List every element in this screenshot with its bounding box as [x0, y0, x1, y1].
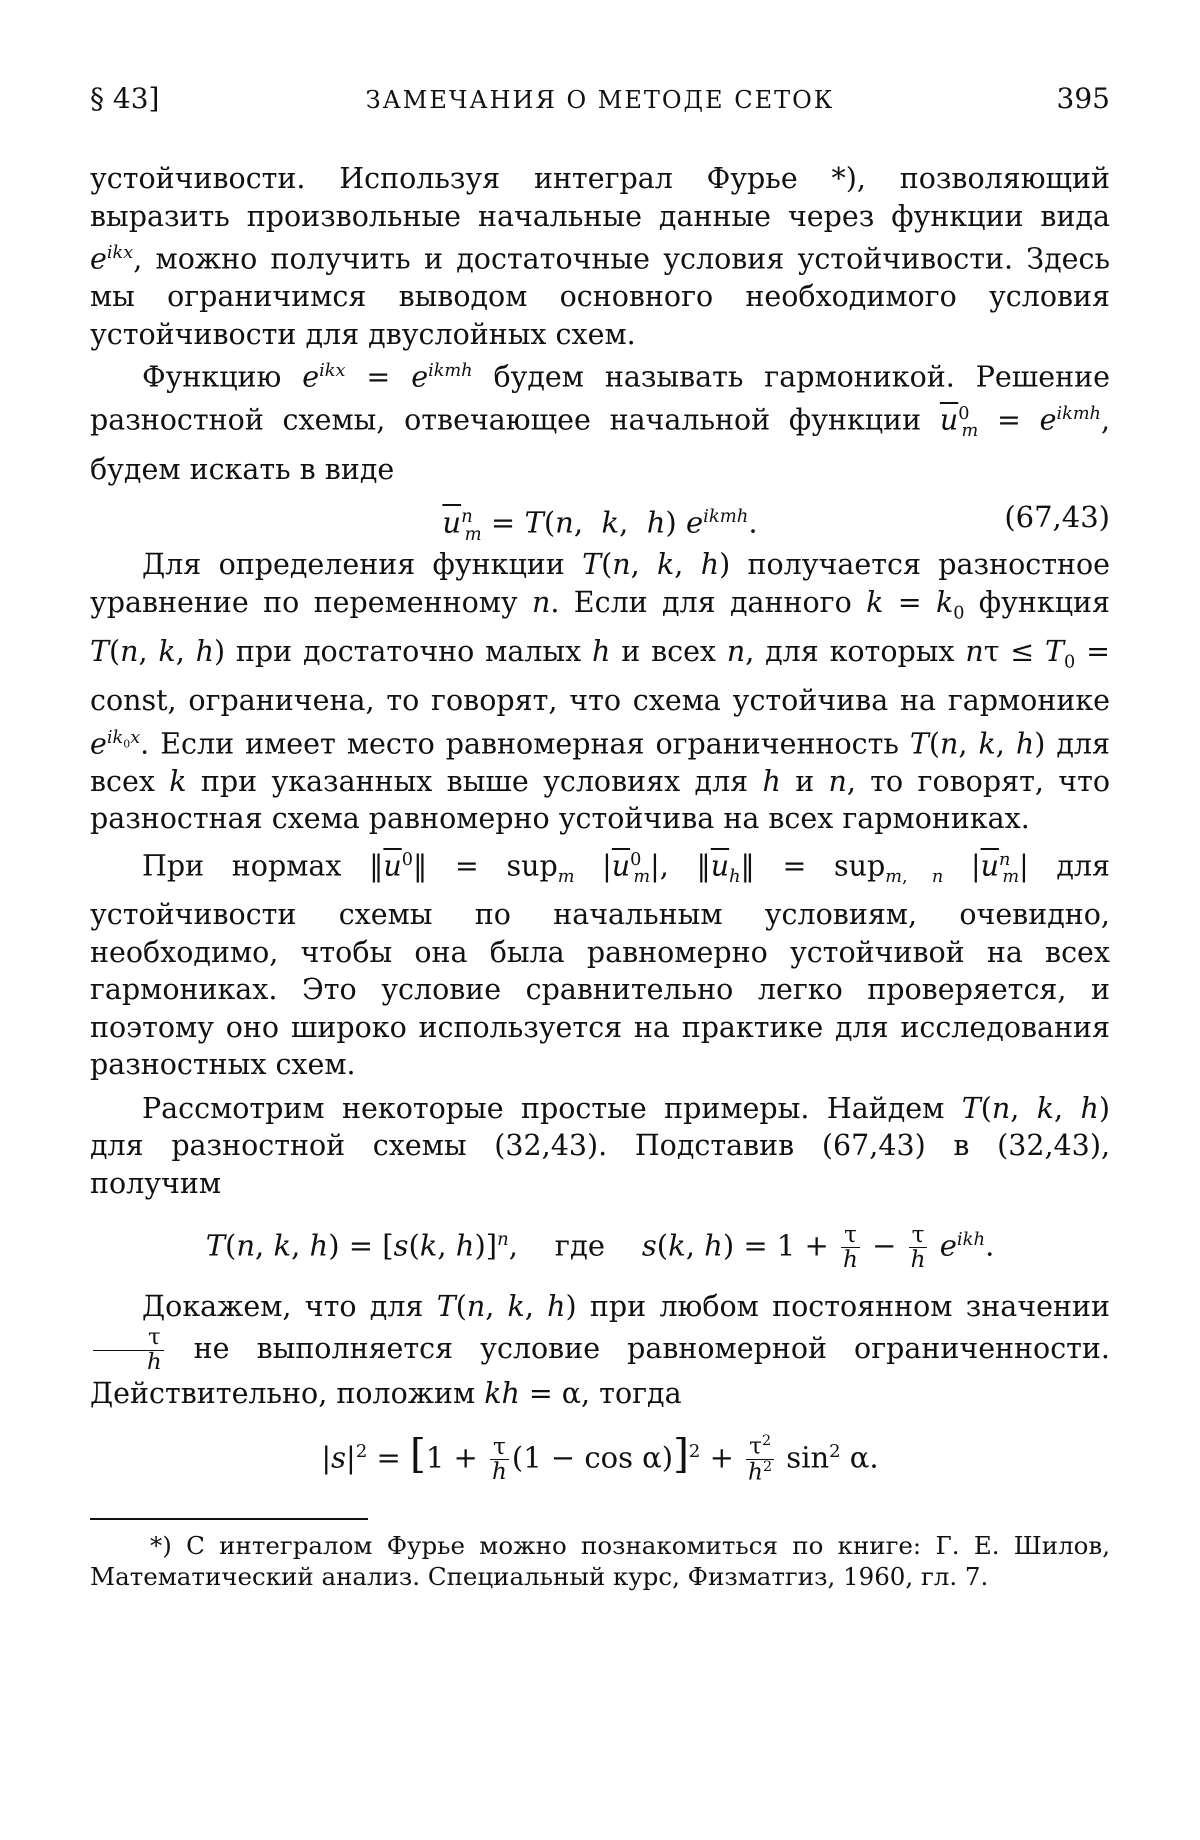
- footnote: *) С интегралом Фурье можно познакомиться по книге: Г. Е. Шилов, Математический анализ. Специальный курс, Физматгиз, 1960, гл. 7.: [90, 1531, 1110, 1592]
- equation-67-43: $\overline{u}^n_m = T(n$, k, h) $e^{ikmh}$. (67,43): [90, 488, 1110, 546]
- paragraph-6: Докажем, что для T(n, k, h) при любом постоянном значении $\frac{\tau}{h}$ не выполняется условие равномерной ограниченности. Действительно, положим kh = α, тогда: [90, 1290, 1110, 1410]
- paragraph-5: Рассмотрим некоторые простые примеры. Найдем T(n, k, h) для разностной схемы (32,43). Подставив (67,43) в (32,43), получим: [90, 1091, 1111, 1200]
- page-number: 395: [1056, 82, 1110, 115]
- running-title: ЗАМЕЧАНИЯ О МЕТОДЕ СЕТОК: [365, 86, 835, 114]
- equation-s-squared: $|s|^2 = [1$ + $\frac{\tau}{h}$ (1 − cos α)]$^2$ + $\frac{\tau^2}{h^2}$ $\sin^2 \alpha$.: [321, 1429, 879, 1487]
- footnote-rule: [90, 1518, 368, 1520]
- paragraph-1: устойчивости. Используя интеграл Фурье *), позволяющий выразить произвольные начальные данные через функции вида $e^{ikx}$, можно получить и достаточные условия устойчивости. Здесь мы ограничимся выводом основного необходимого условия устойчивости для двуслойных схем.: [90, 162, 1110, 351]
- equation-s: T(n, k, h) = [s(k, h)]$^n$, где s(k, h) = 1 + $\frac{\tau}{h}$ − $\frac{\tau}{h}$ $e^{ikh}$.: [205, 1221, 995, 1274]
- paragraph-3: Для определения функции T(n, k, h) получается разностное уравнение по переменному n. Если для данного $k = k_0$ функция T(n, k, h) при достаточно малых h и всех n, для которых $n\tau \le T_0$ = const, ограничена, то говорят, что схема устойчива на гармонике $e^{ik_0x}$. Если имеет место равномерная ограниченность T(n, k, h) для всех k при указанных выше условиях для h и n, то говорят, что разностная схема равномерно устойчива на всех гармониках.: [90, 548, 1111, 836]
- section-number: § 43]: [90, 82, 160, 115]
- main-text: [90, 160, 1110, 1592]
- page-header: [90, 82, 1110, 122]
- paragraph-2: Функцию $e^{ikx} = e^{ikmh}$ будем называть гармоникой. Решение разностной схемы, отвечающее начальной функции $\overline{u}^0_m = e^{ikmh}$, будем искать в виде: [90, 360, 1110, 486]
- paragraph-4: При нормах $‖\overline{u}^0‖ = sup_m$ $|\overline{u}^0_m|$, $‖\overline{u}_h‖ = sup_{m, n}$ $|\overline{u}^n_m|$ для устойчивости схемы по начальным условиям, очевидно, необходимо, чтобы она была равномерно устойчивой на всех гармониках. Это условие сравнительно легко проверяется, и поэтому оно широко используется на практике для исследования разностных схем.: [90, 849, 1110, 1082]
- equation-number: (67,43): [1004, 500, 1110, 535]
